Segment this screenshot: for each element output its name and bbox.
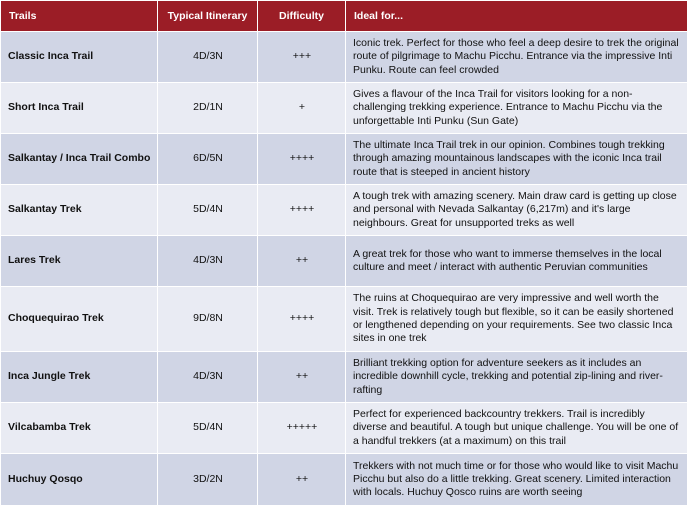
itinerary-cell: 9D/8N	[158, 287, 258, 352]
trail-name: Vilcabamba Trek	[1, 403, 158, 454]
itinerary-cell: 2D/1N	[158, 83, 258, 134]
ideal-for-cell: Trekkers with not much time or for those who would like to visit Machu Picchu but also do a little trekking. Great scenery. Limited interaction with locals. Huchuy Qosco ruins are worth seeing	[346, 454, 687, 506]
difficulty-cell: +	[258, 83, 346, 134]
header-difficulty: Difficulty	[258, 1, 346, 32]
ideal-for-cell: A great trek for those who want to immerse themselves in the local culture and meet / interact with authentic Peruvian communities	[346, 236, 687, 287]
trail-name: Short Inca Trail	[1, 83, 158, 134]
ideal-for-cell: Brilliant trekking option for adventure seekers as it includes an incredible downhill cycle, trekking and potential zip-lining and river-rafting	[346, 352, 687, 403]
ideal-for-cell: The ruins at Choquequirao are very impressive and well worth the visit. Trek is relatively tough but flexible, so it can be easily shortened or lengthened depending on your requirements. See two classic Inca sites in one trek	[346, 287, 687, 352]
header-row	[1, 1, 687, 32]
difficulty-cell: ++++	[258, 287, 346, 352]
itinerary-cell: 4D/3N	[158, 32, 258, 83]
table-row	[1, 134, 687, 185]
ideal-for-cell: Gives a flavour of the Inca Trail for visitors looking for a non-challenging trekking experience. Entrance to Machu Picchu via the unforgettable Inti Punku (Sun Gate)	[346, 83, 687, 134]
difficulty-cell: +++	[258, 32, 346, 83]
trail-name: Classic Inca Trail	[1, 32, 158, 83]
header-trails: Trails	[1, 1, 158, 32]
table-row	[1, 83, 687, 134]
table-row	[1, 352, 687, 403]
table-row	[1, 287, 687, 352]
header-ideal-for: Ideal for...	[346, 1, 687, 32]
ideal-for-cell: The ultimate Inca Trail trek in our opinion. Combines tough trekking through amazing mountainous landscapes with the iconic Inca trail route that is steeped in ancient history	[346, 134, 687, 185]
difficulty-cell: ++	[258, 236, 346, 287]
ideal-for-cell: Iconic trek. Perfect for those who feel a deep desire to trek the original route of pilgrimage to Machu Picchu. Entrance via the impressive Inti Punku. Route can feel crowded	[346, 32, 687, 83]
trail-name: Choquequirao Trek	[1, 287, 158, 352]
itinerary-cell: 4D/3N	[158, 236, 258, 287]
itinerary-cell: 5D/4N	[158, 185, 258, 236]
trail-name: Huchuy Qosqo	[1, 454, 158, 506]
trail-name: Lares Trek	[1, 236, 158, 287]
trail-name: Salkantay Trek	[1, 185, 158, 236]
trail-name: Salkantay / Inca Trail Combo	[1, 134, 158, 185]
header-itinerary: Typical Itinerary	[158, 1, 258, 32]
table-row	[1, 185, 687, 236]
ideal-for-cell: Perfect for experienced backcountry trekkers. Trail is incredibly diverse and beautiful. A tough but unique challenge. You will be one of a handful trekkers (at a maximum) on this trail	[346, 403, 687, 454]
ideal-for-cell: A tough trek with amazing scenery. Main draw card is getting up close and personal with Nevada Salkantay (6,217m) and it's large neighbours. Great for unsupported treks as well	[346, 185, 687, 236]
trail-name: Inca Jungle Trek	[1, 352, 158, 403]
difficulty-cell: +++++	[258, 403, 346, 454]
difficulty-cell: ++	[258, 352, 346, 403]
difficulty-cell: ++++	[258, 185, 346, 236]
itinerary-cell: 4D/3N	[158, 352, 258, 403]
itinerary-cell: 5D/4N	[158, 403, 258, 454]
itinerary-cell: 6D/5N	[158, 134, 258, 185]
difficulty-cell: ++++	[258, 134, 346, 185]
table-row	[1, 403, 687, 454]
difficulty-cell: ++	[258, 454, 346, 506]
table-row	[1, 236, 687, 287]
itinerary-cell: 3D/2N	[158, 454, 258, 506]
table-row	[1, 32, 687, 83]
